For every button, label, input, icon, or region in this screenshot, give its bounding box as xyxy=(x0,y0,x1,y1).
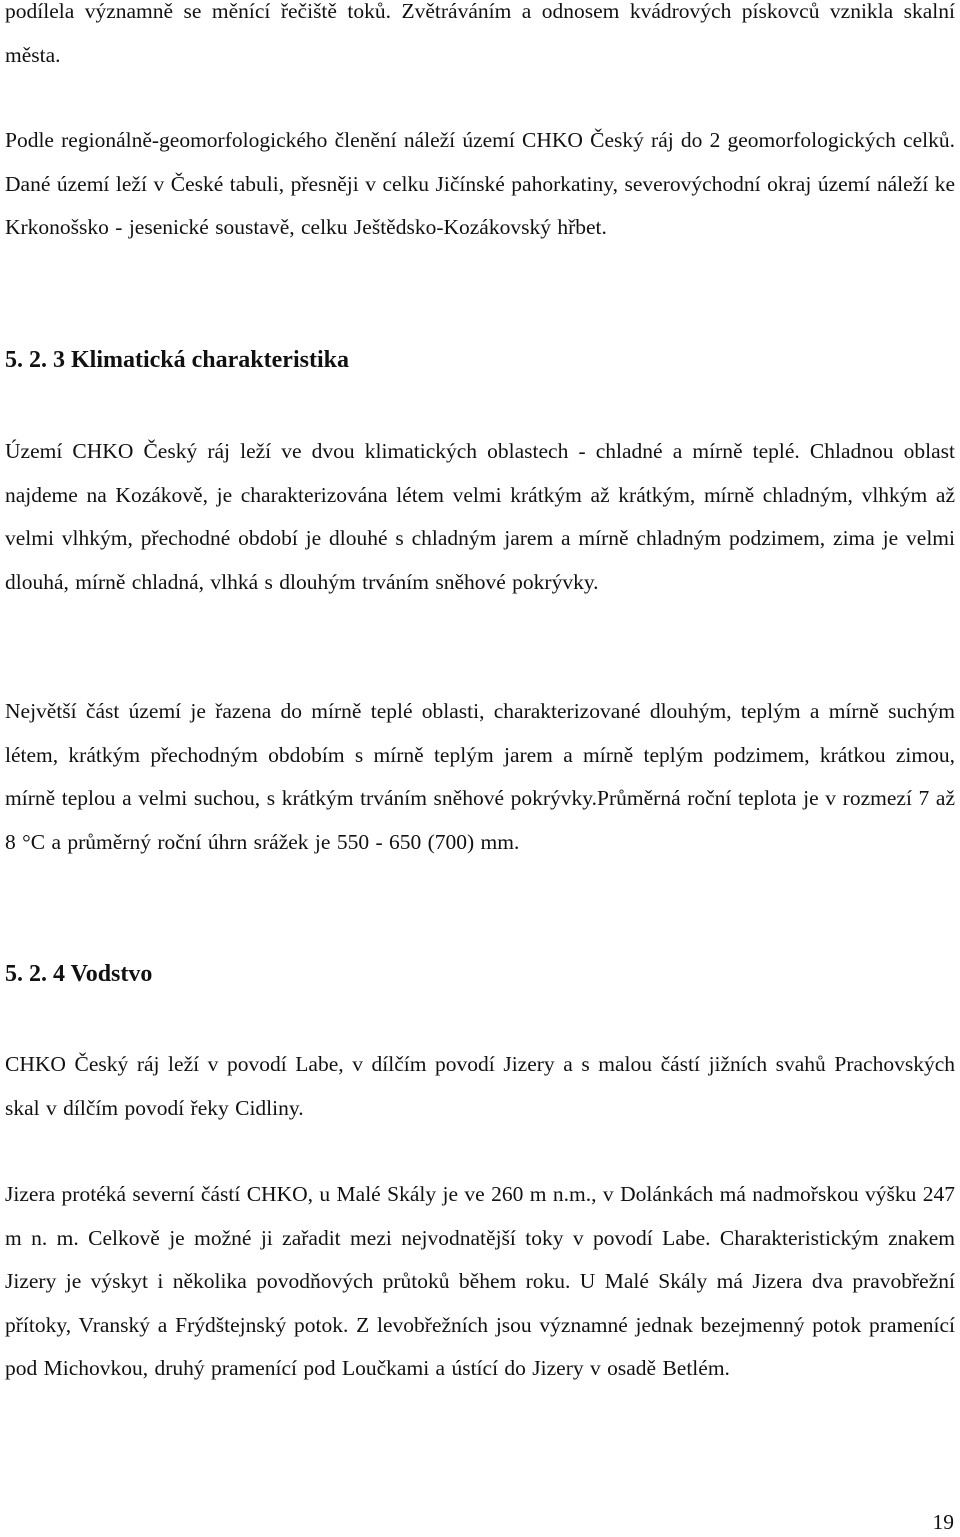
section-heading-climate: 5. 2. 3 Klimatická charakteristika xyxy=(5,347,349,373)
page-number: 19 xyxy=(932,1510,954,1534)
paragraph-geology: podílela významně se měnící řečiště toků. Zvětráváním a odnosem kvádrových pískovců vznikla skalní města. xyxy=(5,0,955,67)
paragraph-climate-cold: Území CHKO Český ráj leží ve dvou klimatických oblastech - chladné a mírně teplé. Chladnou oblast najdeme na Kozákově, je charakterizována létem velmi krátkým až krátkým, mírně chladným, vlhkým až velmi vlhkým, přechodné období je dlouhé s chladným jarem a mírně chladným podzimem, zima je velmi dlouhá, mírně chladná, vlhká s dlouhým trváním sněhové pokrývky. xyxy=(5,439,955,594)
paragraph-climate-warm: Největší část území je řazena do mírně teplé oblasti, charakterizované dlouhým, teplým a mírně suchým létem, krátkým přechodným obdobím s mírně teplým jarem a mírně teplým podzimem, krátkou zimou, mírně teplou a velmi suchou, s krátkým trváním sněhové pokrývky.Průměrná roční teplota je v rozmezí 7 až 8 °C a průměrný roční úhrn srážek je 550 - 650 (700) mm. xyxy=(5,699,955,854)
paragraph-water-basin: CHKO Český ráj leží v povodí Labe, v dílčím povodí Jizery a s malou částí jižních svahů Prachovských skal v dílčím povodí řeky Cidliny. xyxy=(5,1052,955,1120)
paragraph-jizera-river: Jizera protéká severní částí CHKO, u Malé Skály je ve 260 m n.m., v Dolánkách má nadmořskou výšku 247 m n. m. Celkově je možné ji zařadit mezi nejvodnatější toky v povodí Labe. Charakteristickým znakem Jizery je výskyt i několika povodňových průtoků během roku. U Malé Skály má Jizera dva pravobřežní přítoky, Vranský a Frýdštejnský potok. Z levobřežních jsou významné jednak bezejmenný potok pramenící pod Michovkou, druhý pramenící pod Loučkami a ústící do Jizery v osadě Betlém. xyxy=(5,1182,955,1380)
paragraph-geomorphology: Podle regionálně-geomorfologického členění náleží území CHKO Český ráj do 2 geomorfologických celků. Dané území leží v České tabuli, přesněji v celku Jičínské pahorkatiny, severovýchodní okraj území náleží ke Krkonošsko - jesenické soustavě, celku Ještědsko-Kozákovský hřbet. xyxy=(5,128,955,239)
section-heading-water: 5. 2. 4 Vodstvo xyxy=(5,961,153,987)
